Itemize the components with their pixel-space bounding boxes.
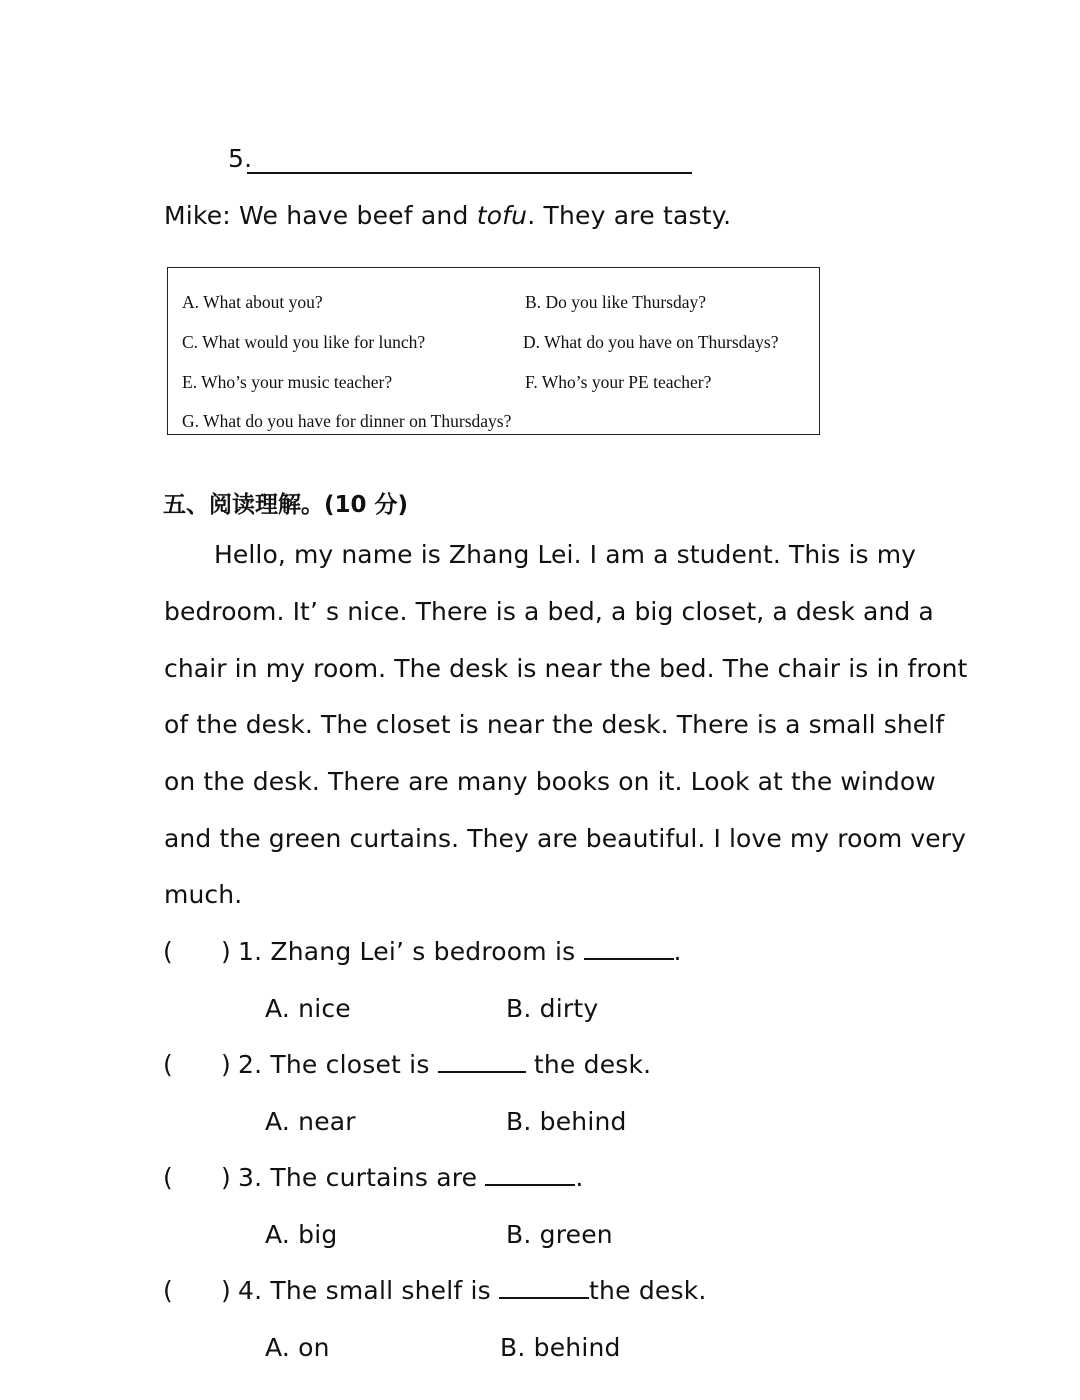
- option-e: E. Who’s your music teacher?: [182, 372, 393, 392]
- answer-paren-open-4: (: [163, 1276, 173, 1305]
- question-1-stem: 1. Zhang Lei’ s bedroom is .: [238, 937, 682, 966]
- passage-line-4: of the desk. The closet is near the desk. There is a small shelf: [164, 710, 945, 739]
- question-4-option-a[interactable]: A. on: [265, 1333, 330, 1362]
- question-1-option-b[interactable]: B. dirty: [506, 994, 599, 1023]
- question-2-stem: 2. The closet is the desk.: [238, 1050, 652, 1079]
- section-heading: 五、阅读理解。(10 分): [163, 492, 409, 518]
- passage-line-1: Hello, my name is Zhang Lei. I am a student. This is my: [214, 540, 917, 569]
- answer-paren-open-1: (: [163, 937, 173, 966]
- passage-line-5: on the desk. There are many books on it. Look at the window: [164, 767, 936, 796]
- option-g: G. What do you have for dinner on Thursdays?: [182, 411, 512, 431]
- answer-paren-close-2[interactable]: ): [221, 1050, 231, 1079]
- question-2-blank[interactable]: [438, 1051, 526, 1073]
- option-b: B. Do you like Thursday?: [525, 292, 706, 312]
- question-3-option-b[interactable]: B. green: [506, 1220, 613, 1249]
- option-a: A. What about you?: [182, 292, 323, 312]
- mike-suffix: . They are tasty.: [527, 201, 732, 230]
- passage-line-7: much.: [164, 880, 243, 909]
- question-3-blank[interactable]: [485, 1164, 575, 1186]
- question-1-option-a[interactable]: A. nice: [265, 994, 351, 1023]
- passage-line-3: chair in my room. The desk is near the bed. The chair is in front: [164, 654, 968, 683]
- question-1-blank[interactable]: [584, 938, 674, 960]
- item-number: 5.: [228, 144, 253, 173]
- mike-prefix: Mike: We have beef and: [164, 201, 477, 230]
- question-2-option-a[interactable]: A. near: [265, 1107, 356, 1136]
- answer-paren-close-3[interactable]: ): [221, 1163, 231, 1192]
- answer-paren-open-2: (: [163, 1050, 173, 1079]
- mike-italic-word: tofu: [476, 201, 528, 230]
- answer-blank-5[interactable]: [247, 172, 692, 174]
- option-f: F. Who’s your PE teacher?: [525, 372, 712, 392]
- answer-paren-close-4[interactable]: ): [221, 1276, 231, 1305]
- passage-line-2: bedroom. It’ s nice. There is a bed, a big closet, a desk and a: [164, 597, 934, 626]
- question-4-stem: 4. The small shelf is the desk.: [238, 1276, 707, 1305]
- answer-paren-open-3: (: [163, 1163, 173, 1192]
- question-2-option-b[interactable]: B. behind: [506, 1107, 627, 1136]
- answer-paren-close-1[interactable]: ): [221, 937, 231, 966]
- question-3-stem: 3. The curtains are .: [238, 1163, 584, 1192]
- option-d: D. What do you have on Thursdays?: [523, 332, 779, 352]
- question-4-option-b[interactable]: B. behind: [500, 1333, 621, 1362]
- question-3-option-a[interactable]: A. big: [265, 1220, 338, 1249]
- passage-line-6: and the green curtains. They are beautiful. I love my room very: [164, 824, 967, 853]
- option-c: C. What would you like for lunch?: [182, 332, 426, 352]
- dialogue-mike-line: [164, 201, 731, 230]
- options-box: [167, 267, 820, 435]
- question-4-blank[interactable]: [499, 1277, 589, 1299]
